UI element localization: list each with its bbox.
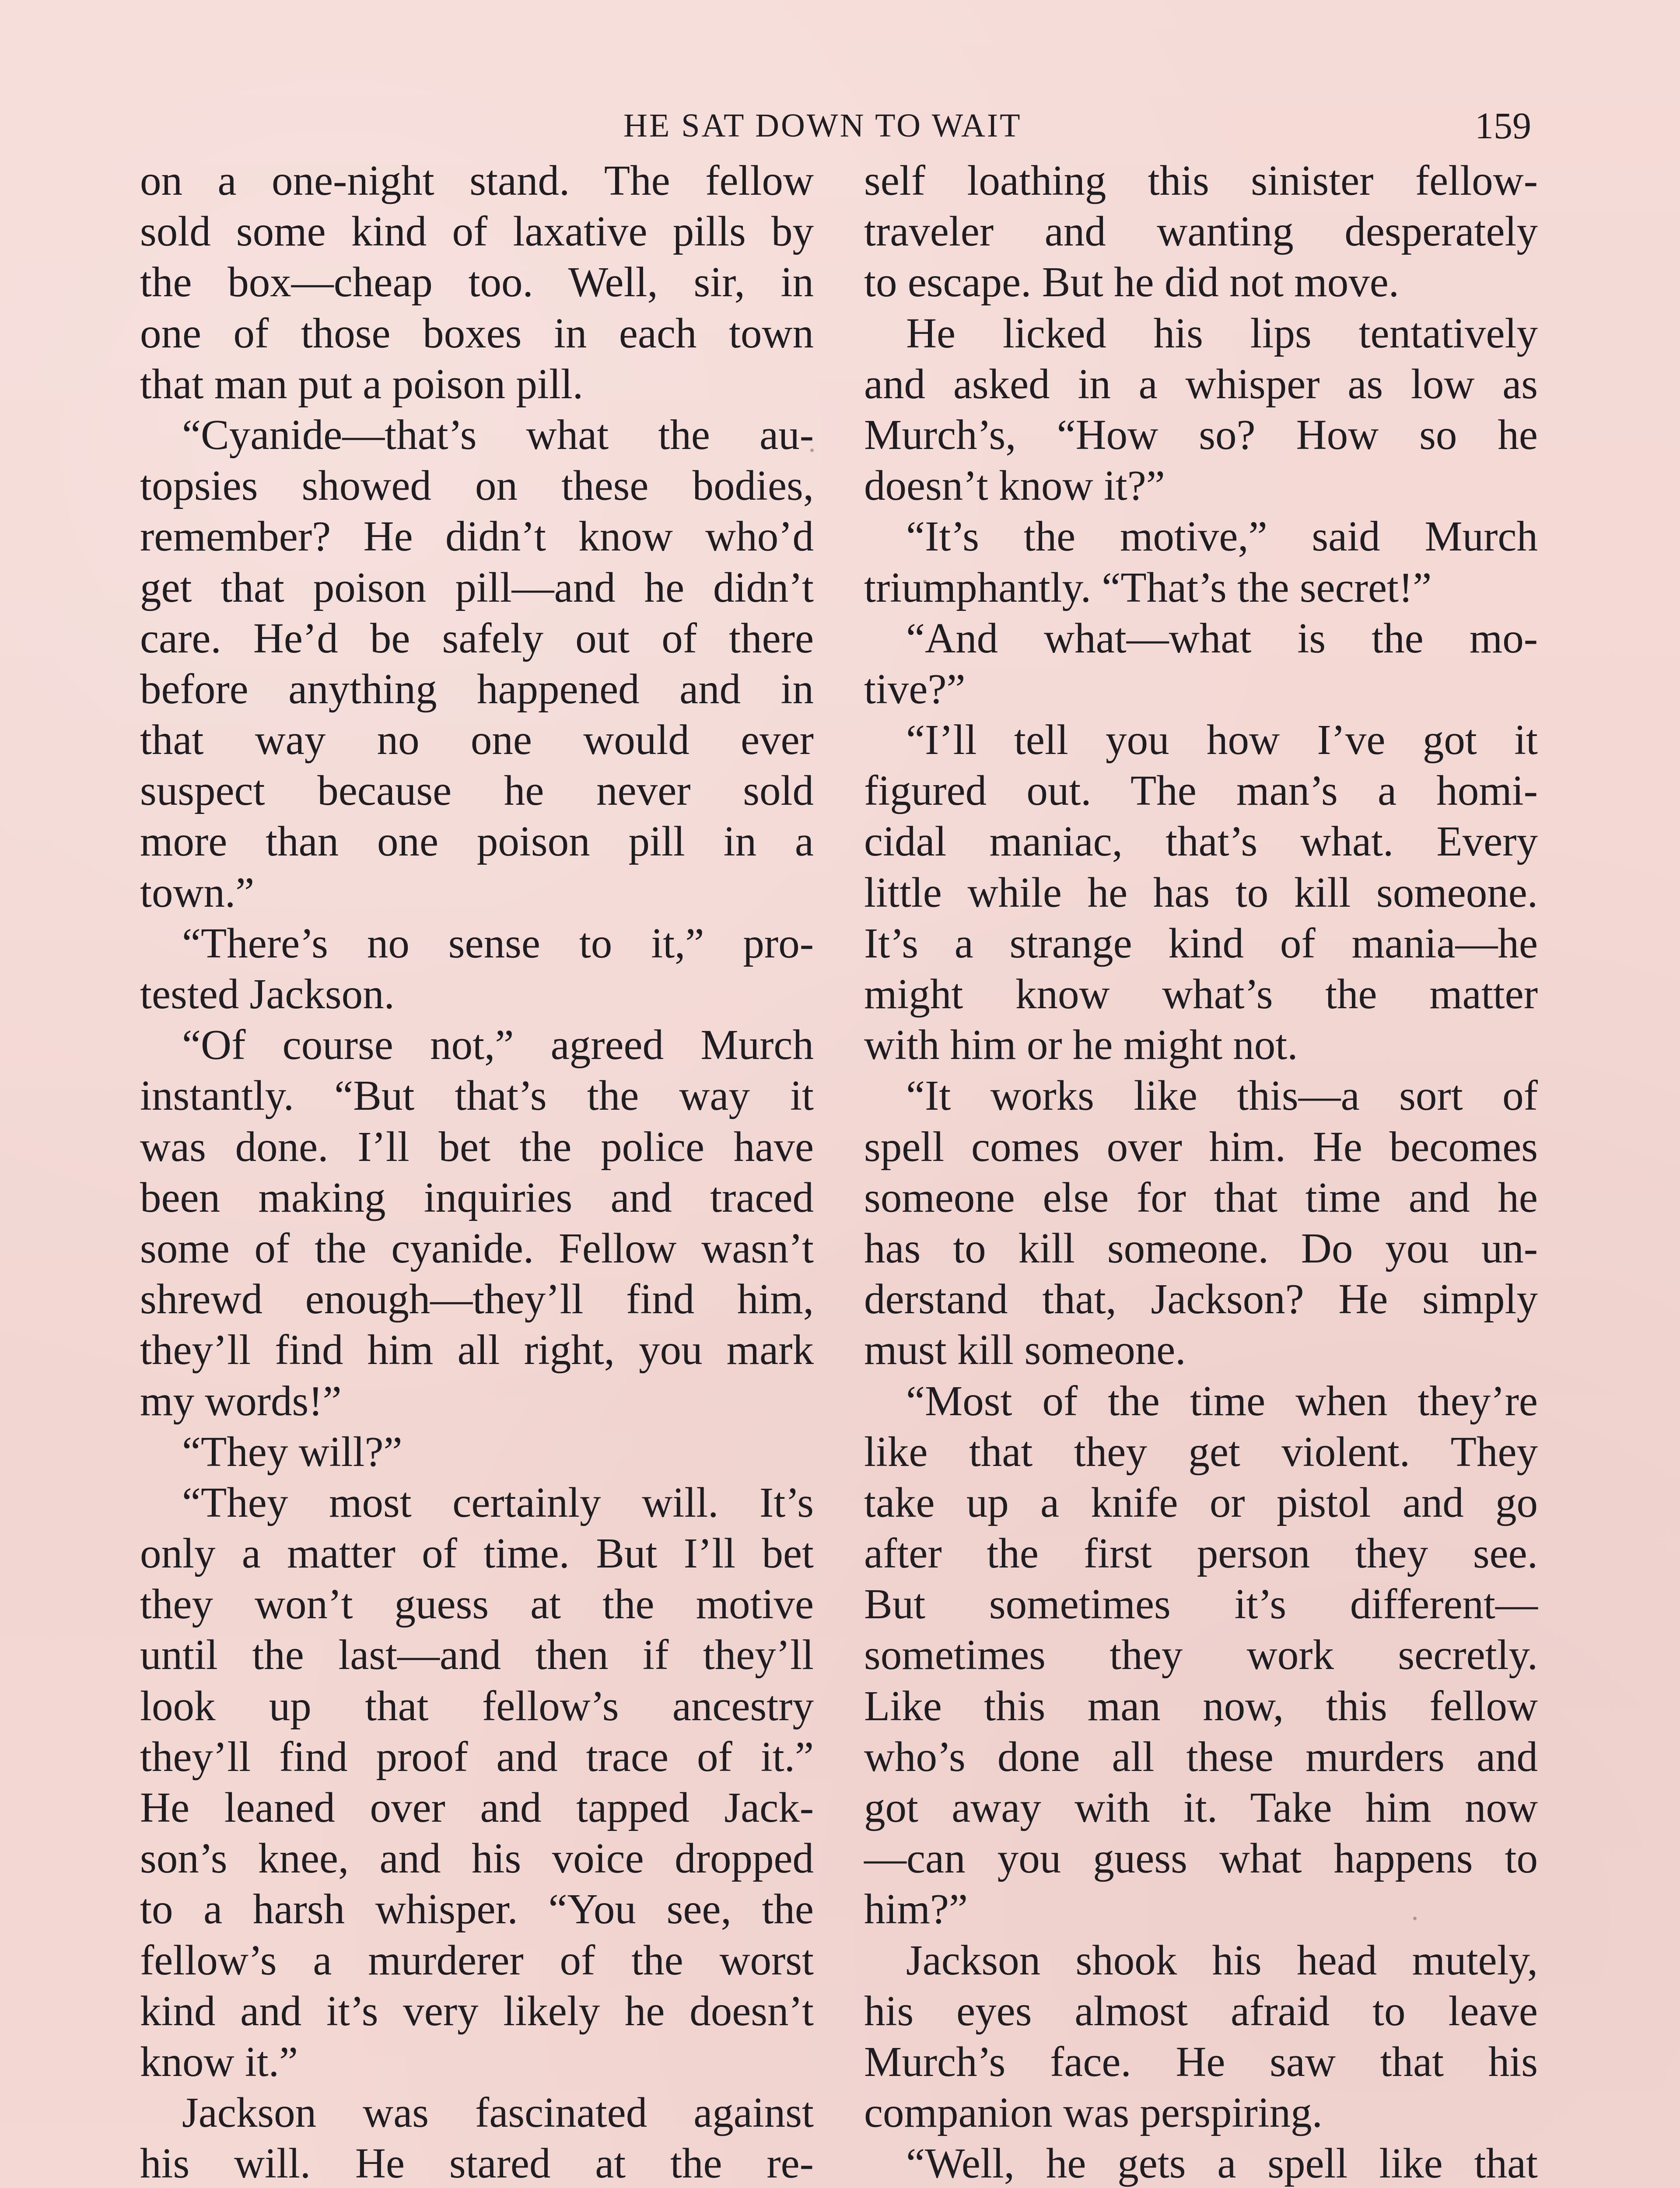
page-header <box>140 102 1531 154</box>
left-column <box>140 155 814 2188</box>
text-line: Jackson was fascinated against <box>182 2089 814 2136</box>
page-body <box>140 155 1538 2188</box>
running-head: HE SAT DOWN TO WAIT <box>623 107 1022 144</box>
text-line: until the last—and then if they’ll <box>140 1631 814 1679</box>
text-line: got away with it. Take him now <box>864 1784 1538 1831</box>
text-line: after the first person they see. <box>864 1530 1538 1577</box>
text-line: been making inquiries and traced <box>140 1174 814 1221</box>
right-column <box>864 155 1538 2188</box>
text-line: —can you guess what happens to <box>864 1835 1538 1882</box>
text-line: sometimes they work secretly. <box>864 1631 1538 1679</box>
text-line: It’s a strange kind of mania—he <box>864 919 1538 967</box>
text-line: “Of course not,” agreed Murch <box>182 1021 814 1069</box>
text-line: only a matter of time. But I’ll bet <box>140 1530 814 1577</box>
text-line: more than one poison pill in a <box>140 818 814 865</box>
text-line: self loathing this sinister fellow- <box>864 157 1538 204</box>
text-line: topsies showed on these bodies, <box>140 462 814 509</box>
text-line: to a harsh whisper. “You see, the <box>140 1886 814 1933</box>
text-line: his will. He stared at the re- <box>140 2140 814 2187</box>
text-line: kind and it’s very likely he doesn’t <box>140 1987 814 2034</box>
text-line: He licked his lips tentatively <box>906 309 1538 357</box>
text-line: the box—cheap too. Well, sir, in <box>140 259 814 306</box>
paper-speck <box>1413 1917 1417 1920</box>
paper-speck <box>923 580 927 583</box>
text-line: fellow’s a murderer of the worst <box>140 1936 814 1984</box>
text-line: has to kill someone. Do you un- <box>864 1224 1538 1272</box>
text-line: Jackson shook his head mutely, <box>906 1936 1538 1984</box>
text-line: He leaned over and tapped Jack- <box>140 1784 814 1831</box>
page-number: 159 <box>1475 105 1531 147</box>
text-line: on a one-night stand. The fellow <box>140 157 814 204</box>
text-line: before anything happened and in <box>140 665 814 712</box>
text-line: tive?” <box>864 665 966 712</box>
text-line: remember? He didn’t know who’d <box>140 513 814 560</box>
text-line: to escape. But he did not move. <box>864 259 1400 306</box>
text-line: companion was perspiring. <box>864 2089 1323 2136</box>
text-line: triumphantly. “That’s the secret!” <box>864 564 1432 611</box>
text-line: and asked in a whisper as low as <box>864 360 1538 407</box>
text-line: they’ll find proof and trace of it.” <box>140 1733 814 1780</box>
text-line: “They most certainly will. It’s <box>182 1479 814 1526</box>
text-line: “Cyanide—that’s what the au- <box>182 411 814 458</box>
text-line: “I’ll tell you how I’ve got it <box>906 716 1538 764</box>
text-line: “Most of the time when they’re <box>906 1377 1538 1424</box>
text-line: spell comes over him. He becomes <box>864 1123 1538 1170</box>
text-line: they won’t guess at the motive <box>140 1581 814 1628</box>
text-line: “They will?” <box>182 1428 402 1475</box>
text-line: that man put a poison pill. <box>140 360 584 407</box>
text-line: tested Jackson. <box>140 971 395 1017</box>
text-line: sold some kind of laxative pills by <box>140 208 814 255</box>
text-line: my words!” <box>140 1377 342 1424</box>
text-line: son’s knee, and his voice dropped <box>140 1835 814 1882</box>
text-line: doesn’t know it?” <box>864 462 1165 509</box>
text-line: shrewd enough—they’ll find him, <box>140 1276 814 1323</box>
text-line: might know what’s the matter <box>864 971 1538 1017</box>
text-line: know it.” <box>140 2038 298 2085</box>
text-line: “It’s the motive,” said Murch <box>906 513 1538 560</box>
text-line: instantly. “But that’s the way it <box>140 1072 814 1119</box>
text-line: little while he has to kill someone. <box>864 869 1538 916</box>
text-line: someone else for that time and he <box>864 1174 1538 1221</box>
text-line: look up that fellow’s ancestry <box>140 1682 814 1729</box>
text-line: was done. I’ll bet the police have <box>140 1123 814 1170</box>
text-line: “And what—what is the mo- <box>906 614 1538 662</box>
text-line: traveler and wanting desperately <box>864 208 1538 255</box>
paper-speck <box>810 449 814 452</box>
text-line: that way no one would ever <box>140 716 814 764</box>
text-line: Like this man now, this fellow <box>864 1682 1538 1729</box>
text-line: get that poison pill—and he didn’t <box>140 564 814 611</box>
text-line: But sometimes it’s different— <box>864 1581 1538 1628</box>
text-line: like that they get violent. They <box>864 1428 1538 1475</box>
text-line: they’ll find him all right, you mark <box>140 1326 814 1374</box>
text-line: one of those boxes in each town <box>140 309 814 357</box>
text-line: “It works like this—a sort of <box>906 1072 1538 1119</box>
text-line: town.” <box>140 869 255 916</box>
text-line: his eyes almost afraid to leave <box>864 1987 1538 2034</box>
text-line: must kill someone. <box>864 1326 1186 1374</box>
text-line: take up a knife or pistol and go <box>864 1479 1538 1526</box>
text-line: who’s done all these murders and <box>864 1733 1538 1780</box>
text-line: suspect because he never sold <box>140 767 814 814</box>
text-line: derstand that, Jackson? He simply <box>864 1276 1538 1323</box>
text-line: figured out. The man’s a homi- <box>864 767 1538 814</box>
text-line: cidal maniac, that’s what. Every <box>864 818 1538 865</box>
text-line: “There’s no sense to it,” pro- <box>182 919 814 967</box>
text-line: Murch’s, “How so? How so he <box>864 411 1538 458</box>
text-line: him?” <box>864 1886 968 1933</box>
text-line: Murch’s face. He saw that his <box>864 2038 1538 2085</box>
text-line: care. He’d be safely out of there <box>140 614 814 662</box>
text-line: some of the cyanide. Fellow wasn’t <box>140 1224 814 1272</box>
text-line: “Well, he gets a spell like that <box>906 2140 1538 2187</box>
text-line: with him or he might not. <box>864 1021 1298 1069</box>
